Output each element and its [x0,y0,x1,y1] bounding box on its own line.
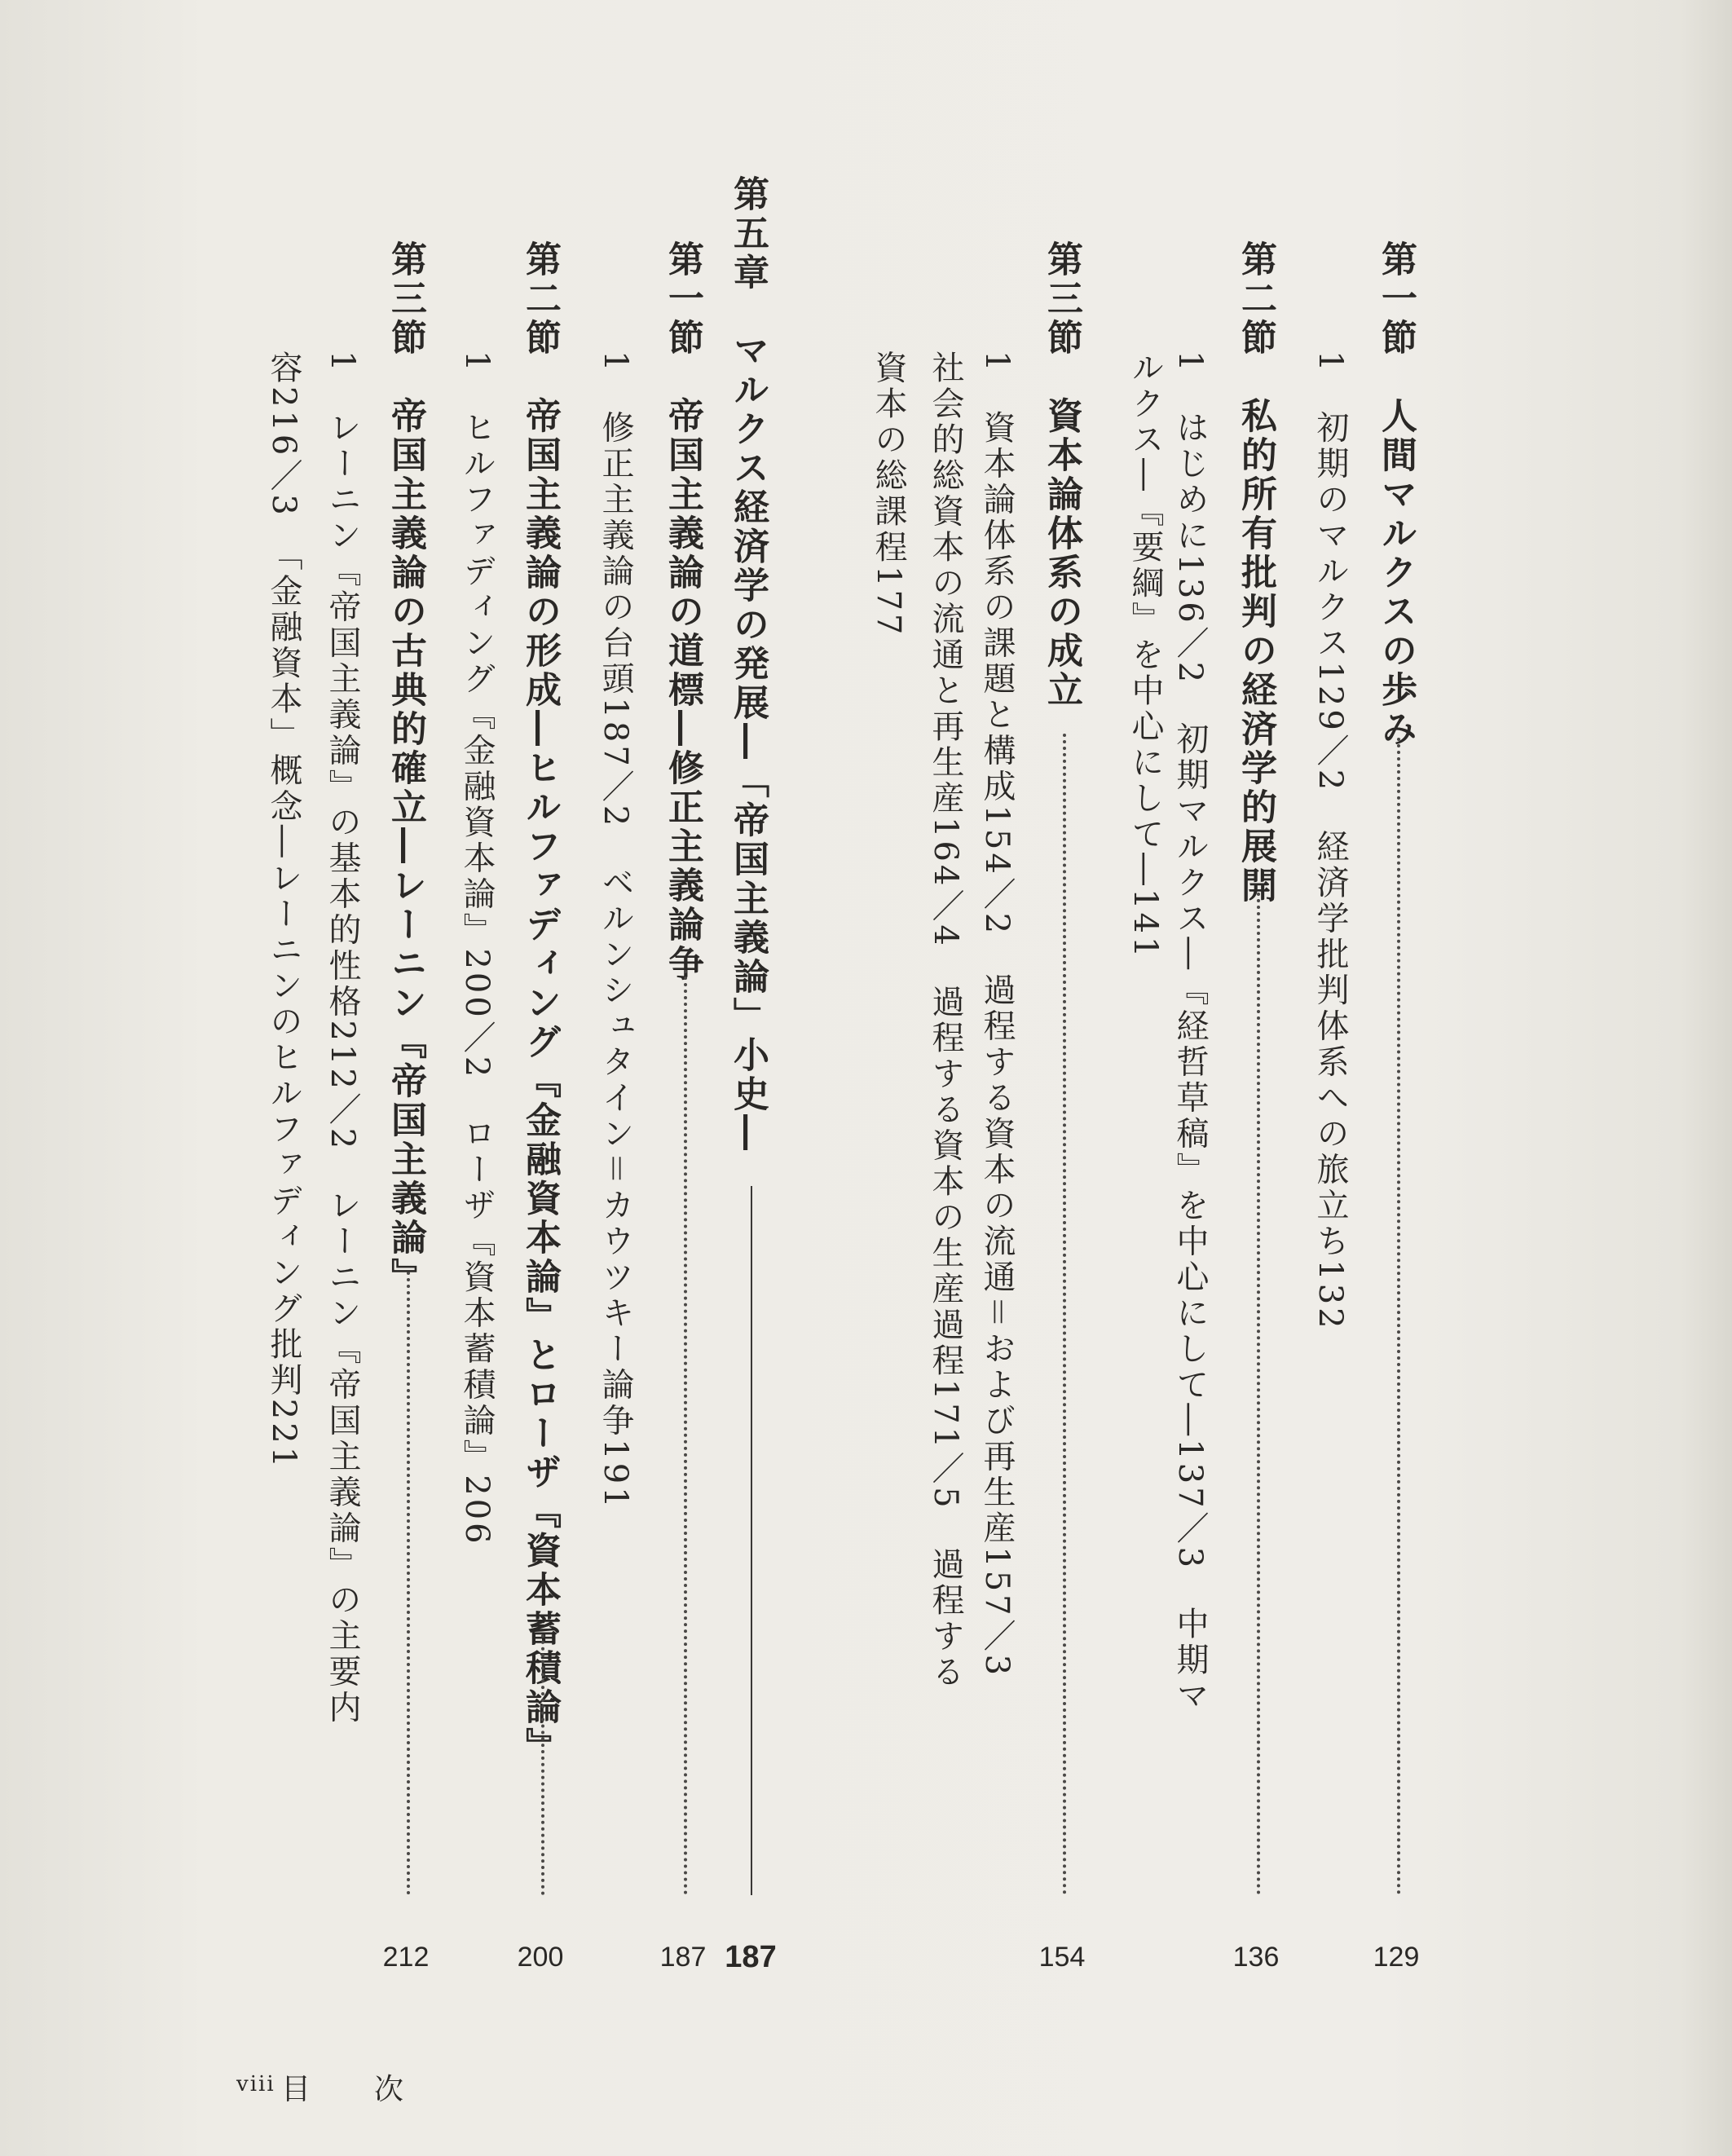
rule-leader [751,1186,752,1895]
page-number: 212 [382,1942,430,1973]
dot-leader [684,970,687,1895]
toc-chapter-heading: 第五章 マルクス経済学の発展―「帝国主義論」小史― [727,175,769,1153]
toc-subsection-line: ルクス―『要綱』を中心にして―141 [1126,351,1164,961]
page-number: 129 [1373,1942,1420,1973]
dot-leader [1063,734,1066,1895]
toc-subsection-line: 社会的総資本の流通と再生産164／4 過程する資本の生産過程171／5 過程する [927,351,964,1691]
toc-subsection-line: 1 修正主義論の台頭187／2 ベルンシュタイン＝カウツキー論争191 [597,351,634,1511]
page-number: 200 [517,1942,564,1973]
page-number: 154 [1038,1942,1086,1973]
footer-label: 目 次 [281,2073,406,2106]
toc-subsection-line: 1 ヒルファディング『金融資本論』200／2 ローザ『資本蓄積論』206 [458,351,496,1547]
toc-section-heading: 第一節 帝国主義論の道標―修正主義論争 [662,240,703,984]
toc-section-heading: 第三節 帝国主義論の古典的確立―レーニン『帝国主義論』 [385,240,426,1297]
page-number: 187 [659,1942,707,1973]
toc-section-heading: 第二節 帝国主義論の形成―ヒルファディング『金融資本論』とローザ『資本蓄積論』 [519,240,561,1766]
toc-section-heading: 第三節 資本論体系の成立 [1041,240,1082,710]
dot-leader [1257,893,1260,1895]
toc-section-heading: 第一節 人間マルクスの歩み [1375,240,1417,749]
toc-subsection-line: 1 初期のマルクス129／2 経済学批判体系への旅立ち132 [1311,351,1349,1332]
page-number: 187 [725,1940,777,1974]
dot-leader [1397,738,1400,1895]
toc-subsection-line: 1 はじめに136／2 初期マルクス―『経哲草稿』を中心にして―137／3 中期マ [1171,351,1209,1715]
toc-subsection-line: 容216／3 「金融資本」概念―レーニンのヒルファディング批判221 [265,351,302,1471]
footer-page-ref: viii [236,2072,275,2096]
page-number: 136 [1232,1942,1280,1973]
toc-subsection-line: 1 レーニン『帝国主義論』の基本的性格212／2 レーニン『帝国主義論』の主要内 [324,351,361,1726]
toc-section-heading: 第二節 私的所有批判の経済学的展開 [1235,240,1276,906]
dot-leader [541,1634,544,1895]
toc-subsection-line: 資本の総課程177 [870,351,907,638]
dot-leader [407,1272,410,1895]
toc-subsection-line: 1 資本論体系の課題と構成154／2 過程する資本の流通＝および再生産157／3 [978,351,1016,1679]
